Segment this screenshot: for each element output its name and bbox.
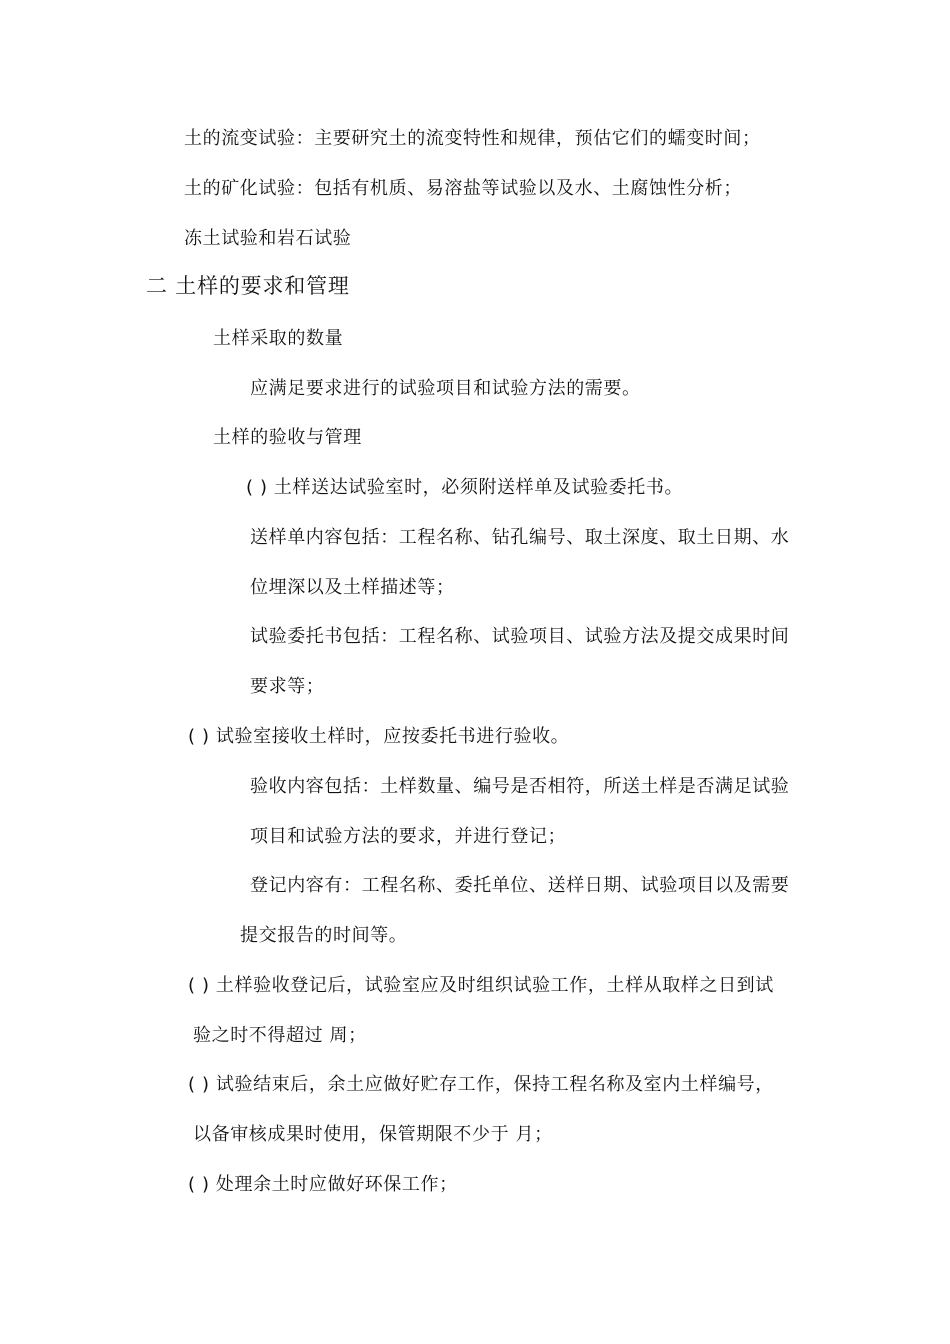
list-item-time-limit-2: 验之时不得超过 周； [193,1025,367,1046]
paragraph-registration-2: 提交报告的时间等。 [240,925,408,946]
subheading-sample-quantity: 土样采取的数量 [213,328,344,349]
subheading-acceptance-management: 土样的验收与管理 [213,427,362,448]
paragraph-commission-2: 要求等； [250,676,325,697]
paragraph-acceptance-2: 项目和试验方法的要求，并进行登记； [250,826,567,847]
paragraph-delivery-form-2: 位埋深以及土样描述等； [250,577,455,598]
paragraph-frozen-soil-rock-test: 冻土试验和岩石试验 [184,228,352,249]
section-heading: 二 土样的要求和管理 [146,274,350,298]
list-item-time-limit-1: ( ) 土样验收登记后，试验室应及时组织试验工作，土样从取样之日到试 [188,975,774,996]
paragraph-quantity-requirement: 应满足要求进行的试验项目和试验方法的需要。 [250,378,641,399]
paragraph-rheology-test: 土的流变试验：主要研究土的流变特性和规律，预估它们的蠕变时间； [184,128,761,149]
paragraph-acceptance-1: 验收内容包括：土样数量、编号是否相符，所送土样是否满足试验 [250,776,790,797]
list-item-delivery: ( ) 土样送达试验室时，必须附送样单及试验委托书。 [246,477,684,498]
list-item-disposal: ( ) 处理余土时应做好环保工作； [188,1174,458,1195]
paragraph-mineralization-test: 土的矿化试验：包括有机质、易溶盐等试验以及水、土腐蚀性分析； [184,178,742,199]
paragraph-registration-1: 登记内容有：工程名称、委托单位、送样日期、试验项目以及需要 [250,875,790,896]
paragraph-commission-1: 试验委托书包括：工程名称、试验项目、试验方法及提交成果时间 [250,626,790,647]
list-item-receiving: ( ) 试验室接收土样时，应按委托书进行验收。 [188,726,570,747]
paragraph-delivery-form-1: 送样单内容包括：工程名称、钻孔编号、取土深度、取土日期、水 [250,527,790,548]
list-item-storage-2: 以备审核成果时使用，保管期限不少于 月； [193,1124,553,1145]
list-item-storage-1: ( ) 试验结束后，余土应做好贮存工作，保持工程名称及室内土样编号， [188,1074,774,1095]
